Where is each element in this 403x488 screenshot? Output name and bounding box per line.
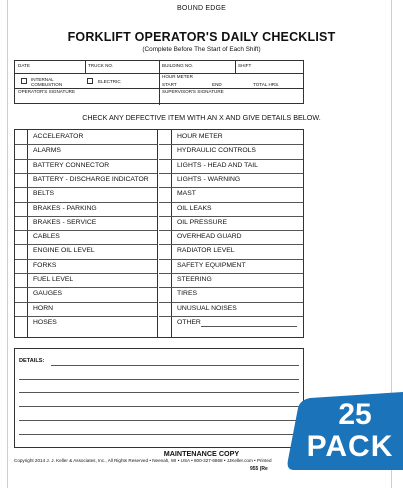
item-checkbox[interactable] [15, 316, 27, 330]
checklist-item-label: TIRES [177, 290, 198, 298]
item-checkbox[interactable] [159, 230, 171, 244]
item-checkbox[interactable] [15, 273, 27, 287]
date-field-label: DATE [18, 63, 30, 68]
hour-meter-end-label: END [212, 82, 222, 87]
item-checkbox[interactable] [159, 287, 171, 301]
item-checkbox[interactable] [15, 230, 27, 244]
total-hours-label: TOTAL HRS. [253, 82, 280, 87]
page-subtitle: (Complete Before The Start of Each Shift) [142, 46, 261, 53]
hour-meter-label: HOUR METER [162, 74, 193, 79]
checklist-item-label: BATTERY - DISCHARGE INDICATOR [33, 175, 149, 183]
item-checkbox[interactable] [159, 202, 171, 216]
form-number: 955 (Re [250, 466, 268, 472]
item-checkbox[interactable] [159, 159, 171, 173]
item-checkbox[interactable] [159, 130, 171, 144]
shift-field-label: SHIFT [238, 63, 252, 68]
checklist-item-label: ALARMS [33, 147, 61, 155]
bound-edge-label: BOUND EDGE [176, 5, 227, 12]
item-checkbox[interactable] [159, 244, 171, 258]
details-line[interactable] [19, 406, 299, 407]
checklist-item-label: RADIATOR LEVEL [177, 247, 235, 255]
checklist-item-label: ENGINE OIL LEVEL [33, 247, 95, 255]
checkbox-column-divider [27, 130, 28, 337]
internal-combustion-checkbox[interactable] [21, 78, 27, 84]
item-checkbox[interactable] [15, 302, 27, 316]
divider [85, 61, 86, 73]
item-checkbox[interactable] [15, 130, 27, 144]
item-checkbox[interactable] [15, 287, 27, 301]
item-checkbox[interactable] [15, 244, 27, 258]
maintenance-copy-label: MAINTENANCE COPY [163, 449, 240, 458]
checklist-item-label: SAFETY EQUIPMENT [177, 261, 246, 269]
checklist-item-label: OVERHEAD GUARD [177, 233, 242, 241]
checklist-item-label: BATTERY CONNECTOR [33, 161, 110, 169]
page-title: FORKLIFT OPERATOR'S DAILY CHECKLIST [67, 30, 336, 44]
details-section [14, 348, 304, 448]
details-line[interactable] [19, 434, 299, 435]
item-checkbox[interactable] [159, 273, 171, 287]
item-checkbox[interactable] [15, 159, 27, 173]
checklist-item-label: BELTS [33, 190, 55, 198]
checklist-item-label: LIGHTS - WARNING [177, 175, 241, 183]
item-checkbox[interactable] [159, 216, 171, 230]
operator-signature-label: OPERATOR'S SIGNATURE [18, 89, 76, 94]
details-line[interactable] [19, 379, 299, 380]
checklist-item-label: MAST [177, 190, 196, 198]
column-divider [157, 130, 158, 337]
item-checkbox[interactable] [159, 173, 171, 187]
checklist-item-label: LIGHTS - HEAD AND TAIL [177, 161, 258, 169]
item-checkbox[interactable] [15, 202, 27, 216]
checklist-grid [14, 129, 304, 338]
building-no-field-label: BUILDING NO. [162, 63, 194, 68]
pack-count: 25 [338, 398, 372, 431]
checklist-item-label: OIL LEAKS [177, 204, 212, 212]
checklist-item-label: OTHER [177, 318, 201, 326]
checklist-item-label: UNUSUAL NOISES [177, 304, 237, 312]
item-checkbox[interactable] [15, 187, 27, 201]
checklist-item-label: FUEL LEVEL [33, 276, 74, 283]
header-form [14, 60, 304, 104]
supervisor-signature-label: SUPERVISOR'S SIGNATURE [162, 89, 224, 94]
checkbox-column-divider [171, 130, 172, 337]
electric-label: ELECTRIC [98, 79, 121, 84]
item-checkbox[interactable] [15, 216, 27, 230]
checklist-item-label: FORKS [33, 261, 57, 269]
item-checkbox[interactable] [15, 259, 27, 273]
checklist-item-label: BRAKES - PARKING [33, 204, 97, 212]
checklist-item-label: CABLES [33, 233, 60, 241]
details-label: DETAILS: [19, 358, 45, 364]
electric-checkbox[interactable] [87, 78, 93, 84]
item-checkbox[interactable] [159, 316, 171, 330]
instruction-text: CHECK ANY DEFECTIVE ITEM WITH AN X AND GIVE DETAILS BELOW. [82, 113, 321, 122]
checklist-item-label: HORN [33, 304, 54, 312]
item-checkbox[interactable] [15, 173, 27, 187]
checklist-item-label: GAUGES [33, 290, 63, 298]
copyright-text: Copyright 2014 J. J. Keller & Associates, Inc., All Rights Reserved • Neenah, WI • USA • 800-327-6868 • JJKeller.com • Printed [14, 458, 272, 463]
pack-label: PACK [306, 430, 394, 463]
checklist-item-label: STEERING [177, 276, 212, 283]
item-checkbox[interactable] [159, 259, 171, 273]
details-line[interactable] [19, 392, 299, 393]
item-checkbox[interactable] [159, 302, 171, 316]
hour-meter-start-label: START [162, 82, 177, 87]
divider [235, 61, 236, 73]
checklist-item-label: OIL PRESSURE [177, 218, 227, 226]
item-checkbox[interactable] [159, 144, 171, 158]
item-checkbox[interactable] [15, 144, 27, 158]
details-line[interactable] [51, 365, 299, 366]
checklist-item-label: BRAKES - SERVICE [33, 218, 97, 226]
divider [159, 61, 160, 105]
truck-no-field-label: TRUCK NO. [88, 63, 114, 68]
checklist-item-label: ACCELERATOR [33, 133, 84, 140]
other-input-line[interactable] [201, 326, 297, 327]
checklist-item-label: HOSES [33, 318, 57, 326]
item-checkbox[interactable] [159, 187, 171, 201]
checklist-item-label: HYDRAULIC CONTROLS [177, 147, 256, 155]
details-line[interactable] [19, 420, 299, 421]
checklist-item-label: HOUR METER [177, 133, 223, 140]
internal-combustion-label: INTERNAL COMBUSTION [31, 77, 63, 87]
